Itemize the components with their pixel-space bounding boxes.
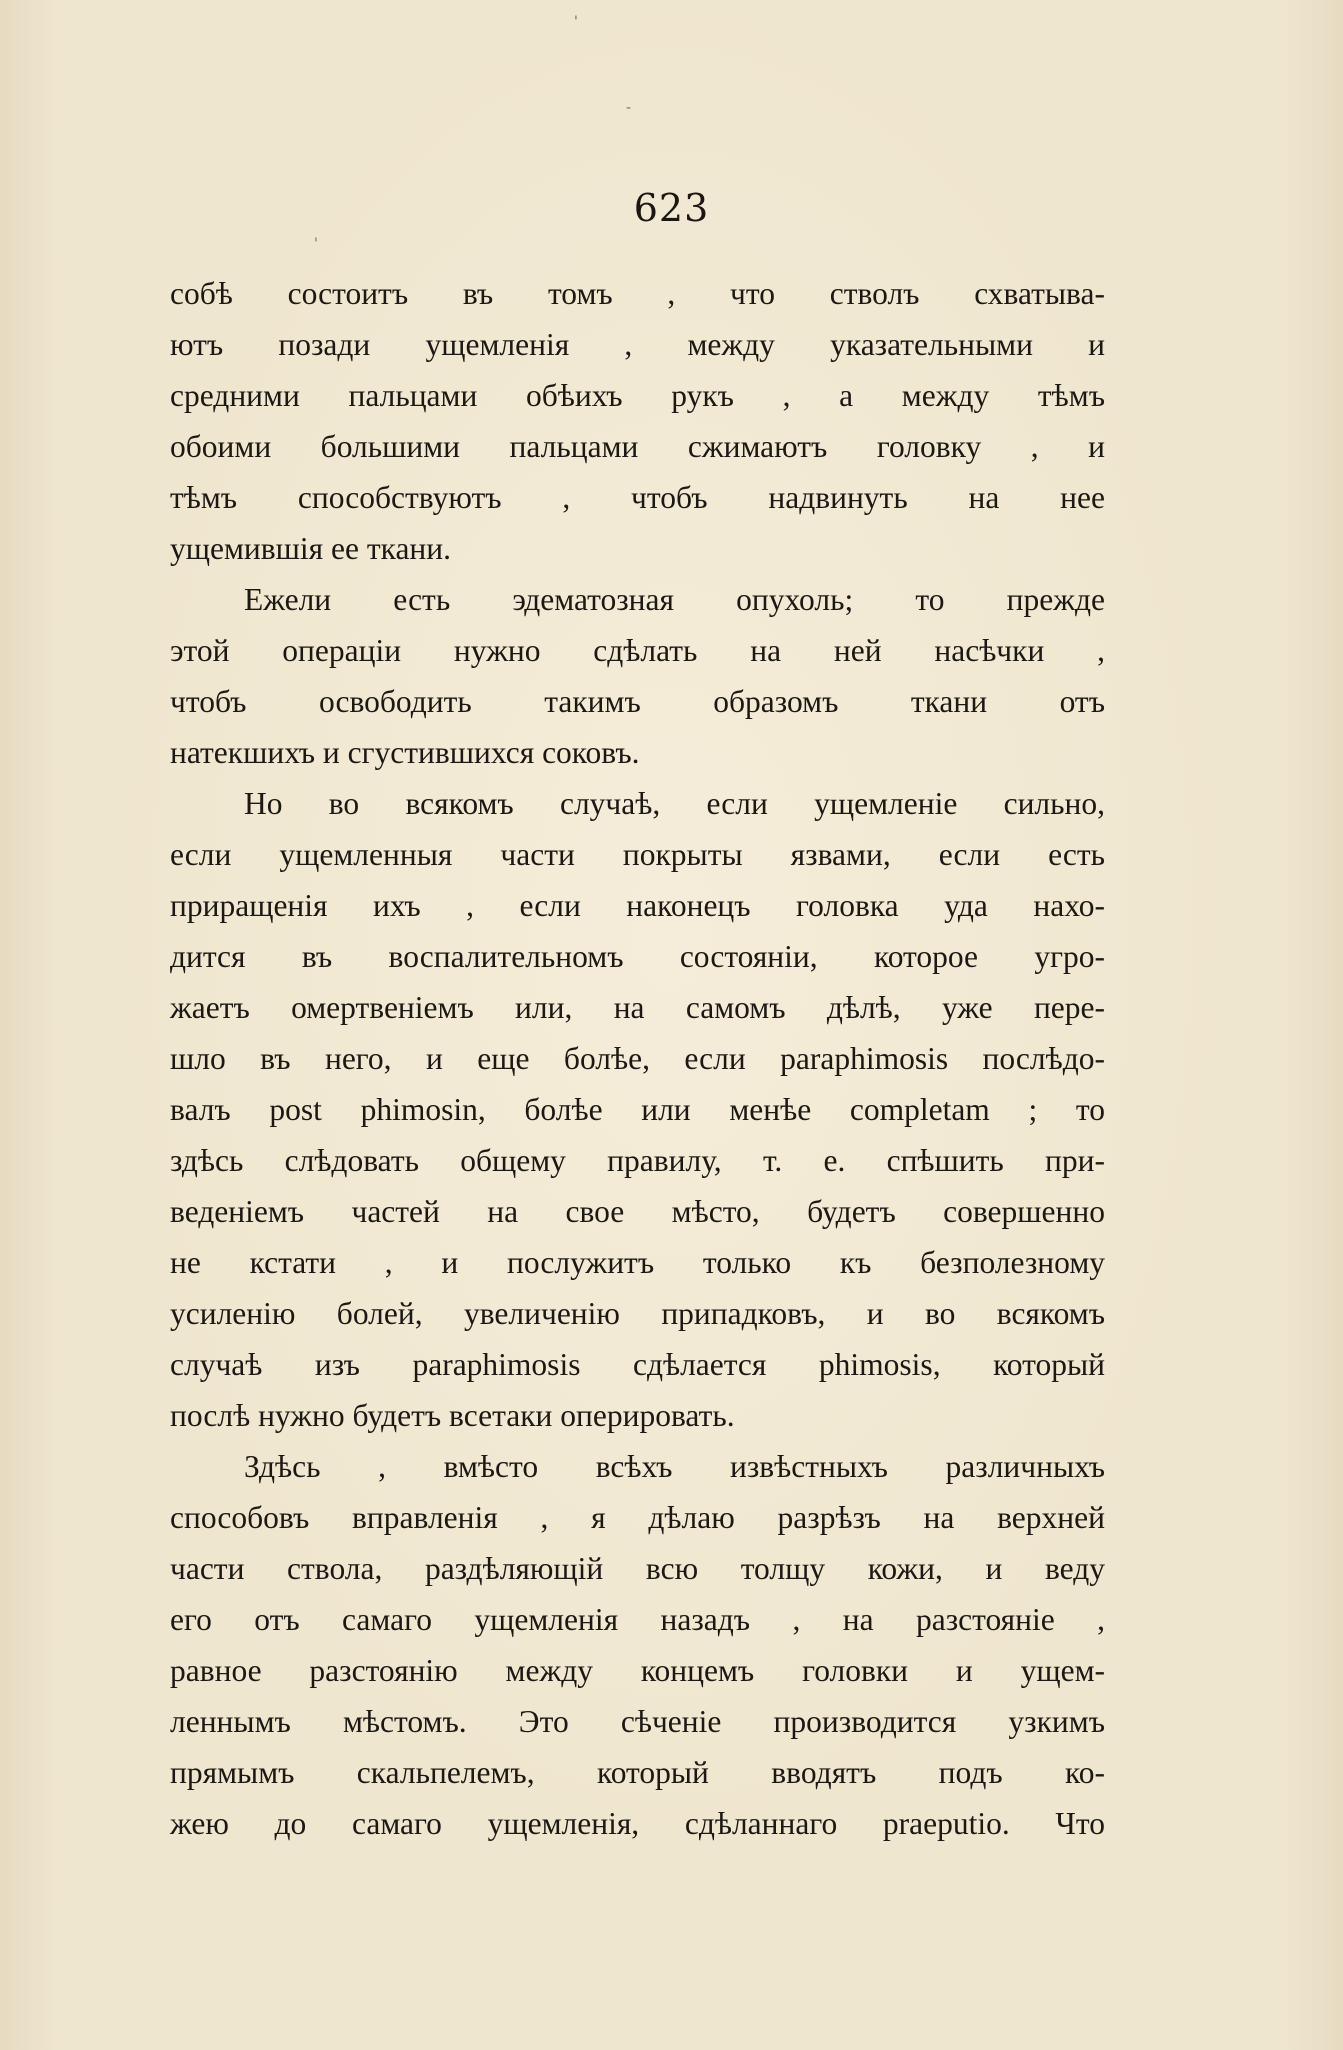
paragraph: [170, 268, 1105, 574]
text-line: усиленію болей, увеличенію припадковъ, и во всякомъ: [170, 1296, 1105, 1331]
text-line: обоими большими пальцами сжимаютъ головку , и: [170, 429, 1105, 464]
text-line: равное разстоянію между концемъ головки и ущем-: [170, 1653, 1105, 1688]
paragraph: [170, 778, 1105, 1441]
text-line: способовъ вправленія , я дѣлаю разрѣзъ на верхней: [170, 1500, 1105, 1535]
text-line: ущемившія ее ткани.: [170, 531, 452, 566]
paragraph: [170, 574, 1105, 778]
text-line: Ежели есть эдематозная опухоль; то прежде: [244, 582, 1105, 617]
page-number: 623: [633, 186, 710, 230]
text-line: средними пальцами обѣихъ рукъ , а между тѣмъ: [170, 378, 1105, 413]
text-line: жею до самаго ущемленія, сдѣланнаго praeputio. Что: [170, 1806, 1105, 1841]
paragraph: [170, 1441, 1105, 1849]
text-line: его отъ самаго ущемленія назадъ , на разстояніе ,: [170, 1602, 1105, 1637]
text-line: ютъ позади ущемленія , между указательными и: [170, 327, 1105, 362]
text-line: леннымъ мѣстомъ. Это сѣченіе производится узкимъ: [170, 1704, 1105, 1739]
text-line: чтобъ освободить такимъ образомъ ткани отъ: [170, 684, 1105, 719]
text-line: веденіемъ частей на свое мѣсто, будетъ совершенно: [170, 1194, 1105, 1229]
text-line: натекшихъ и сгустившихся соковъ.: [170, 735, 640, 770]
ink-speck: ': [574, 14, 578, 30]
text-line: части ствола, раздѣляющій всю толщу кожи, и веду: [170, 1551, 1105, 1586]
text-line: если ущемленныя части покрыты язвами, если есть: [170, 837, 1105, 872]
text-line: жаетъ омертвеніемъ или, на самомъ дѣлѣ, уже пере-: [170, 990, 1105, 1025]
text-line: тѣмъ способствуютъ , чтобъ надвинуть на нее: [170, 480, 1105, 515]
text-line: прямымъ скальпелемъ, который вводятъ подъ ко-: [170, 1755, 1105, 1790]
body-text: [170, 268, 1105, 1849]
text-line: приращенія ихъ , если наконецъ головка уда нахо-: [170, 888, 1105, 923]
text-line: шло въ него, и еще болѣе, если paraphimosis послѣдо-: [170, 1041, 1105, 1076]
text-line: здѣсь слѣдовать общему правилу, т. е. спѣшить при-: [170, 1143, 1105, 1178]
text-line: валъ post phimosin, болѣе или менѣе completam ; то: [170, 1092, 1105, 1127]
ink-speck: ': [314, 236, 318, 252]
text-line: Здѣсь , вмѣсто всѣхъ извѣстныхъ различныхъ: [244, 1449, 1105, 1484]
text-line: дится въ воспалительномъ состояніи, которое угро-: [170, 939, 1105, 974]
text-line: не кстати , и послужитъ только къ безполезному: [170, 1245, 1105, 1280]
ink-speck: -: [626, 100, 632, 116]
text-line: случаѣ изъ paraphimosis сдѣлается phimosis, который: [170, 1347, 1105, 1382]
text-line: этой операціи нужно сдѣлать на ней насѣчки ,: [170, 633, 1105, 668]
text-line: собѣ состоитъ въ томъ , что стволъ схватыва-: [170, 276, 1105, 311]
text-line: Но во всякомъ случаѣ, если ущемленіе сильно,: [244, 786, 1105, 821]
text-line: послѣ нужно будетъ всетаки оперировать.: [170, 1398, 735, 1433]
